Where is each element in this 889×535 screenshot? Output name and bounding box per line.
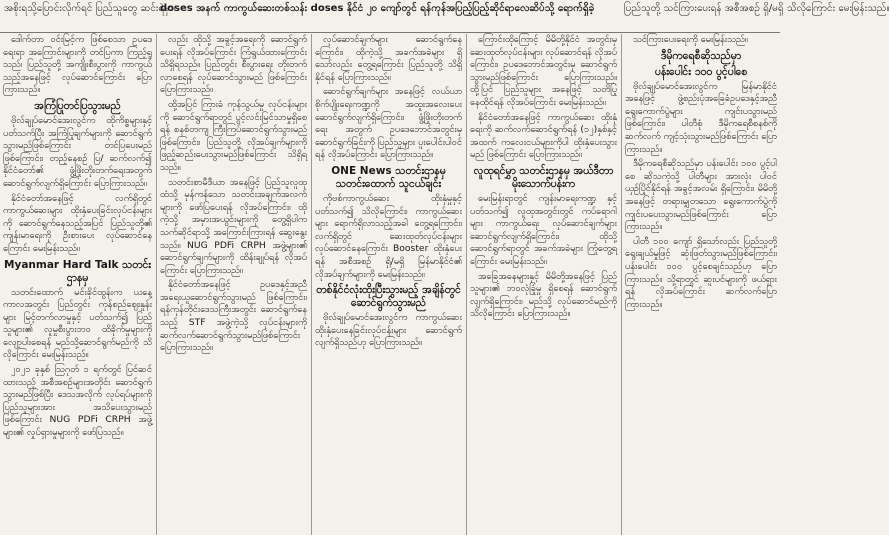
- column-1: [0, 34, 155, 535]
- column-divider: [621, 34, 622, 535]
- section-heading: တစ်နိုင်ငံလုံးထိုးပြီးသွားမည့် အချိန်တွင် ဆောင်ရွက်သွားမည်: [316, 284, 461, 310]
- article-paragraph: သတင်းထောက် မင်းခိုင်ထွန်းက ယနေ့ကာလအတွင်း ပြည်တွင်း ကုန်စည်ဈေးနှုန်းများ မြင့်တက်လာမှုနှင့် ပတ်သက်၍ ပြည်သူများ၏ လူမှုစီးပွားဘဝ ထိခိုက်မှုများကို လျော့ပါးစေရန် မည်သို့ဆောင်ရွက်မည်ကို သိလိုကြောင်း မေးမြန်းသည်။: [3, 286, 152, 361]
- article-paragraph: နိုင်ငံတော်အနေဖြင့် လက်ရှိတွင် ကာကွယ်ဆေးများ ထိုးနှံပေးခြင်းလုပ်ငန်းများကို ဆောင်ရွက်နေသည့်အပြင် ပြည်သူတို့၏ ကျန်းမာရေးကို ဦးစားပေး လုပ်ဆောင်နေကြောင်း မေးမြန်းသည်။: [3, 192, 152, 254]
- section-heading: ဒီမိုကရေစီဆိုသည်မှာ: [660, 49, 742, 62]
- article-paragraph: ဗိုလ်ချုပ်မောင်အေးလွင်က မြန်မာနိုင်ငံအနေဖြင့် ဖွဲ့စည်းပုံအခြေခံဥပဒေနှင့်အညီ ရွေးကောက်ပွဲများ ကျင်းပသွားမည်ဖြစ်ကြောင်း၊ ပါတီစုံ ဒီမိုကရေစီစနစ်ကို ဆက်လက် ကျင့်သုံးသွားမည်ဖြစ်ကြောင်း ပြောကြားသည်။: [625, 80, 777, 155]
- article-paragraph: ဗိုလ်ချုပ်မောင်အေးလွင်က ကာကွယ်ဆေး ထိုးနှံပေးနေခြင်းလုပ်ငန်းများ ဆောင်ရွက်လျက်ရှိသည်ဟု ပြောကြားသည်။: [315, 312, 462, 349]
- article-paragraph: ပါတီ ၁၀၀ ကျော် ရှိသော်လည်း ပြည်သူတို့ ရွေးချယ်မှုဖြင့် ဆုံးဖြတ်သွားမည်ဖြစ်ကြောင်း၊ ပန်းပေါင်း ၁၀၀ ပွင့်စေချင်သည်ဟု ပြောကြားသည်။ သို့ရာတွင် ဆူးပင်များကို ဖယ်ရှားရန် လိုအပ်ကြောင်း ဆက်လက်ပြောကြားသည်။: [625, 235, 777, 310]
- section-heading: ONE News သတင်းဌာနမှ သတင်းထောက် သူငယ်ချင်း: [331, 164, 446, 190]
- column-divider: [466, 34, 467, 535]
- column-divider: [156, 34, 157, 535]
- article-paragraph: လည်း ထိုသို့ အခွင့်အရေးကို ဆောင်ရွက်ပေးရန် လိုအပ်ကြောင်း ကြံရွယ်ထားကြောင်း သိရှိရသည်။ ပြည်တွင်း စီးပွားရေး တိုးတက်လာစေရန် လုပ်ဆောင်သွားမည် ဖြစ်ကြောင်း ပြောကြားသည်။: [160, 34, 307, 96]
- article-paragraph: ၂၀၂၁ ခုနှစ် ဩဂုတ် ၁ ရက်တွင် ပြင်ဆင်ထားသည့် အစီအစဉ်များအတိုင်း ဆောင်ရွက်သွားမည်ဖြစ်ပြီး ဒေသအလိုက် လုပ်ရပ်များကို ပြည်သူများအား အသိပေးသွားမည်ဖြစ်ကြောင်း NUG PDFi CRPH အဖွဲ့များ၏ လှုပ်ရှားမှုများကို ဖော်ပြသည်။: [3, 364, 152, 439]
- article-paragraph: ဒေါက်တာ ဝင်းမြင့်က ဖြစ်စေသာ ဥပဒေရေးရာ အကြောင်းများကို တင်ပြကာ ကြည့်ရှုသည်၊ ပြည်သူတို့ အကျိုးစီးပွားကို ကာကွယ်သည့်အနေဖြင့် လုပ်ဆောင်ကြောင်း ပြောကြားသည်။: [3, 34, 152, 96]
- article-paragraph: ဆောင်ရွက်ချက်များ အနေဖြင့် လယ်ယာ စိုက်ပျိုးရေးကဏ္ဍကို အထူးအလေးပေး ဆောင်ရွက်လျက်ရှိကြောင်း၊ ဖွံ့ဖြိုးတိုးတက်ရေး အတွက် ဥပဒေဘောင်အတွင်းမှ ဆောင်ရွက်ခြင်းကို ပြည်သူများ ပူးပေါင်းပါဝင်ရန် လိုအပ်ကြောင်း ပြောကြားသည်။: [315, 86, 462, 161]
- article-paragraph: ဒီမိုကရေစီဆိုသည်မှာ ပန်းပေါင်း ၁၀၀ ပွင့်ပါစေ ဆိုသကဲ့သို့ ပါတီများ အားလုံး ပါဝင်ယှဉ်ပြိုင်နိုင်ရန် အခွင့်အလမ်း ရှိကြောင်း၊ မိမိတို့အနေဖြင့် တရားမျှတသော ရွေးကောက်ပွဲကို ကျင်းပပေးသွားမည်ဖြစ်ကြောင်း ပြောကြားသည်။: [625, 158, 777, 233]
- article-paragraph: သင်ကြားပေးရေးကို မေးမြန်းသည်။: [633, 34, 748, 45]
- article-paragraph: ဗိုလ်ချုပ်မောင်အေးလွင်က ထိုကိစ္စများနှင့်ပတ်သက်ပြီး အကြံပြုချက်များကို ဆောင်ရွက်သွားမည်ဖြစ်ကြောင်း တင်ပြပေးမည်ဖြစ်ကြောင်း၊ တည့်နေစဉ် ပြ/ ဆက်လက်၍ နိုင်ငံတော်၏ ဖွံ့ဖြိုးတိုးတက်ရေးအတွက် ဆောင်ရွက်လျက်ရှိကြောင်း ပြောကြားသည်။: [3, 114, 152, 189]
- article-paragraph: သတင်းစာမီဒီယာ အနေဖြင့် ပြည်သူလူထုထံသို့ မှန်ကန်သော သတင်းအချက်အလက်များကို ဖော်ပြပေးရန် လိုအပ်ကြောင်း၊ ထိုကဲ့သို့ အမှားအယွင်းများကို တွေ့ရှိပါက သက်ဆိုင်ရာသို့ အကြောင်းကြားရန် ဆွေးနွေးသည်။ NUG PDFi CRPH အဖွဲ့များ၏ ဆောင်ရွက်ချက်များကို ထိန်းချုပ်ရန် လိုအပ်ကြောင်း ပြောကြားသည်။: [160, 176, 307, 276]
- article-paragraph: ထို့အပြင် ကြားခံ ကုန်သွယ်မှု လုပ်ငန်းများကို ဆောင်ရွက်ရာတွင် ပွင့်လင်းမြင်သာမှုရှိစေရန် စနစ်တကျ ကြီးကြပ်ဆောင်ရွက်သွားမည်ဖြစ်ကြောင်း၊ ပြည်သူတို့ လိုအပ်ချက်များကို ဖြည့်ဆည်းပေးသွားမည်ဖြစ်ကြောင်း သိရှိရသည်။: [160, 98, 307, 173]
- header-center-text: doses အနက် ကာကွယ်ဆေးတစ်သန်း doses နိုင်ငံ ၂၀ ကျော်တွင် ရန်ကုန်အပြည့်ပြည့်ဆိုင်ရာလေဆိပ်သို့ ရောက်ရှိခဲ့: [160, 3, 595, 14]
- section-heading: လူထုရင်မွှာ သတင်းဌာနမှ အယ်ဒီတာ မိုးသောက်ပန်းက: [473, 164, 614, 190]
- article-paragraph: ကိုဗစ်ကာကွယ်ဆေး ထိုးနှံမှုနှင့် ပတ်သက်၍ သိလိုကြောင်း၊ ကာကွယ်ဆေးများ ရောက်ရှိလာသည့်အခါ တွေ့ရကြောင်း၊ လက်ရှိတွင် ဆေးထုတ်လုပ်ငန်းများ လုပ်ဆောင်နေကြောင်း Booster ထိုးနှံပေးရန် အစီအစဉ် ရှိ/မရှိ မြန်မာနိုင်ငံ၏ လိုအပ်ချက်များကို မေးမြန်းသည်။: [315, 192, 462, 280]
- column-divider: [311, 34, 312, 535]
- article-paragraph: အခြေအနေများနှင့် မိမိတို့အနေဖြင့် ပြည်သူများ၏ ဘဝလုံခြုံမှု ရှိစေရန် ဆောင်ရွက်လျက်ရှိကြောင်း၊ မည်သို့ လုပ်ဆောင်မည်ကို သိလိုကြောင်း ပြောကြားသည်။: [470, 270, 617, 320]
- column-5: [622, 34, 780, 535]
- header-left-text: အစိုးရသို့ပြောင်းလိုက်ရင် ပြည်သူတွေ ဆင်းရဲမှာ၊: [4, 3, 176, 14]
- article-paragraph: နိုင်ငံတော်အနေဖြင့် ဥပဒေနှင့်အညီ အရေးယူဆောင်ရွက်သွားမည် ဖြစ်ကြောင်း၊ ရန်ကုန်တိုင်းဒေသကြီးအတွင်း ဆောင်ရွက်နေသည့် STF အဖွဲ့ကဲ့သို့ လုပ်ငန်းများကို ဆက်လက်ဆောင်ရွက်သွားမည်ဖြစ်ကြောင်း ပြောကြားသည်။: [160, 279, 307, 354]
- header-strip: [0, 0, 889, 33]
- article-paragraph: လုပ်ဆောင်ချက်များ ဆောင်ရွက်နေကြောင်း၊ ထိုကဲ့သို့ အခက်အခဲများ ရှိသော်လည်း တွေ့ရကြောင်း ပြည်သူတို့ သိရှိနိုင်ရန် ပြောကြားသည်။: [315, 34, 462, 83]
- section-heading: ပန်းပေါင်း ၁၀၀ ပွင့်ပါစေ: [654, 65, 748, 78]
- column-4: [467, 34, 620, 535]
- section-heading: Myanmar Hard Talk သတင်းဌာနမှ: [4, 258, 151, 284]
- section-heading: အကြံပြုတင်ပြသွားမည်: [34, 99, 121, 112]
- header-right-text: ပြည်သူတို့ သင်ကြားပေးရန် အစီအစဉ် ရှိ/မရှိ သိလိုကြောင်း မေးမြန်းသည်။: [624, 3, 889, 14]
- article-columns: [0, 34, 780, 535]
- column-2: [157, 34, 310, 535]
- column-3: [312, 34, 465, 535]
- article-paragraph: ကြောင်းထိုကြောင့် မိမိတို့နိုင်ငံ အတွင်းမှ ဆေးထုတ်လုပ်ငန်းများ လုပ်ဆောင်ရန် လိုအပ်ကြောင်း၊ ဥပဒေဘောင်အတွင်းမှ ဆောင်ရွက်သွားမည်ဖြစ်ကြောင်း ပြောကြားသည်။ ထို့ပြင် ပြည်သူများ အနေဖြင့် သတိပြုနေထိုင်ရန် လိုအပ်ကြောင်း မေးမြန်းသည်။: [470, 34, 617, 108]
- article-paragraph: မေးမြန်းရာတွင် ကျန်းမာရေးကဏ္ဍ နှင့်ပတ်သက်၍ လူထုအတွင်းတွင် ကပ်ရောဂါများ ကာကွယ်ရေး လုပ်ဆောင်ချက်များ ဆောင်ရွက်လျက်ရှိကြောင်း၊ ထိုသို့ ဆောင်ရွက်ရာတွင် အခက်အခဲများ ကြုံတွေ့ရကြောင်း မေးမြန်းသည်။: [470, 192, 617, 267]
- article-paragraph: နိုင်ငံတော်အနေဖြင့် ကာကွယ်ဆေး ထိုးနှံရေးကို ဆက်လက်ဆောင်ရွက်ရန် (၁၂)နှစ်နှင့်အထက် ကလေးငယ်များကိုပါ ထိုးနှံပေးသွားမည် ဖြစ်ကြောင်း ပြောကြားသည်။: [470, 111, 617, 161]
